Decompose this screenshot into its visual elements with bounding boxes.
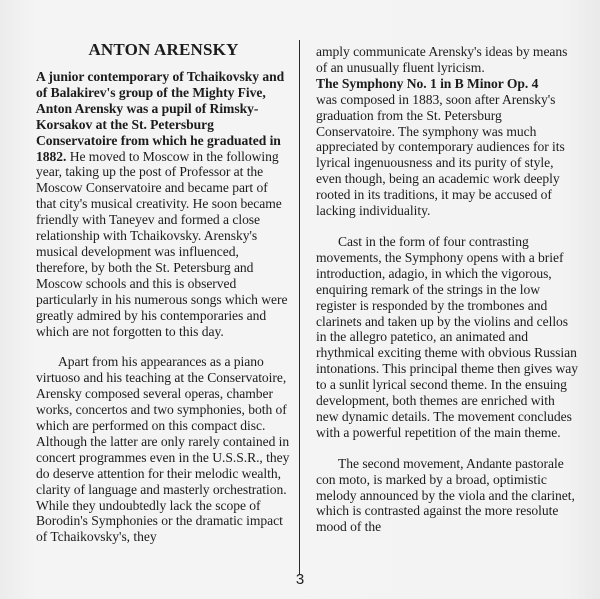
symphony-heading: The Symphony No. 1 in B Minor Op. 4 <box>316 75 539 91</box>
intro-bold-text: A junior contemporary of Tchaikovsky and of Balakirev's group of the Mighty Five, Anton Arensky was a pupil of Rimsky-Korsakov at the St. Petersburg Conservatoire from which he graduated in 1882. <box>36 69 285 164</box>
column-divider <box>299 40 300 575</box>
symphony-intro-text: was composed in 1883, soon after Arensky's graduation from the St. Petersburg Conservatoire. The symphony was much appreciated by contemporary audiences for its lyrical ingenuousness and its purity of style, even though, being an academic work deeply rooted in its traditions, it may be accused of lacking individuality. <box>316 91 565 219</box>
page-number: 3 <box>295 571 305 588</box>
movements-paragraph: Cast in the form of four contrasting movements, the Symphony opens with a brief introduction, adagio, in which the vigorous, enquiring remark of the strings in the low register is responded by the trombones and clarinets and taken up by the violins and cellos in the allegro patetico, an animated and rhythmical exciting theme with obvious Russian intonations. This principal theme then gives way to a sunlit lyrical second theme. In the ensuing development, both themes are enriched with new dynamic details. The movement concludes with a powerful repetition of the main theme. <box>316 233 579 440</box>
right-column <box>316 44 578 535</box>
continued-paragraph: amply communicate Arensky's ideas by means of an unusually fluent lyricism. <box>316 44 568 75</box>
symphony-paragraph <box>316 76 578 219</box>
intro-rest-text: He moved to Moscow in the following year, taking up the post of Professor at the Moscow Conservatoire and became part of that city's musical creativity. He soon became friendly with Taneyev and formed a close relationship with Tchaikovsky. Arensky's musical development was influenced, therefore, by both the St. Petersburg and Moscow schools and this is observed particularly in his numerous songs which were greatly admired by his contemporaries and which are not forgotten to this day. <box>36 148 288 339</box>
apart-paragraph: Apart from his appearances as a piano virtuoso and his teaching at the Conservatoire, Arensky composed several operas, chamber works, concertos and two symphonies, both of which are performed on this compact disc. Although the latter are only rarely contained in concert programmes even in the U.S.S.R., they do deserve attention for their melodic wealth, clarity of language and masterly orchestration. While they undoubtedly lack the scope of Borodin's Symphonies or the dramatic impact of Tchaikovsky's, they <box>36 354 290 545</box>
intro-paragraph <box>36 69 291 339</box>
article-title: ANTON ARENSKY <box>88 40 239 59</box>
second-movement-paragraph: The second movement, Andante pastorale con moto, is marked by a broad, optimistic melody announced by the viola and the clarinet, which is contrasted against the more resolute mood of the <box>316 455 575 535</box>
left-column <box>36 41 291 545</box>
